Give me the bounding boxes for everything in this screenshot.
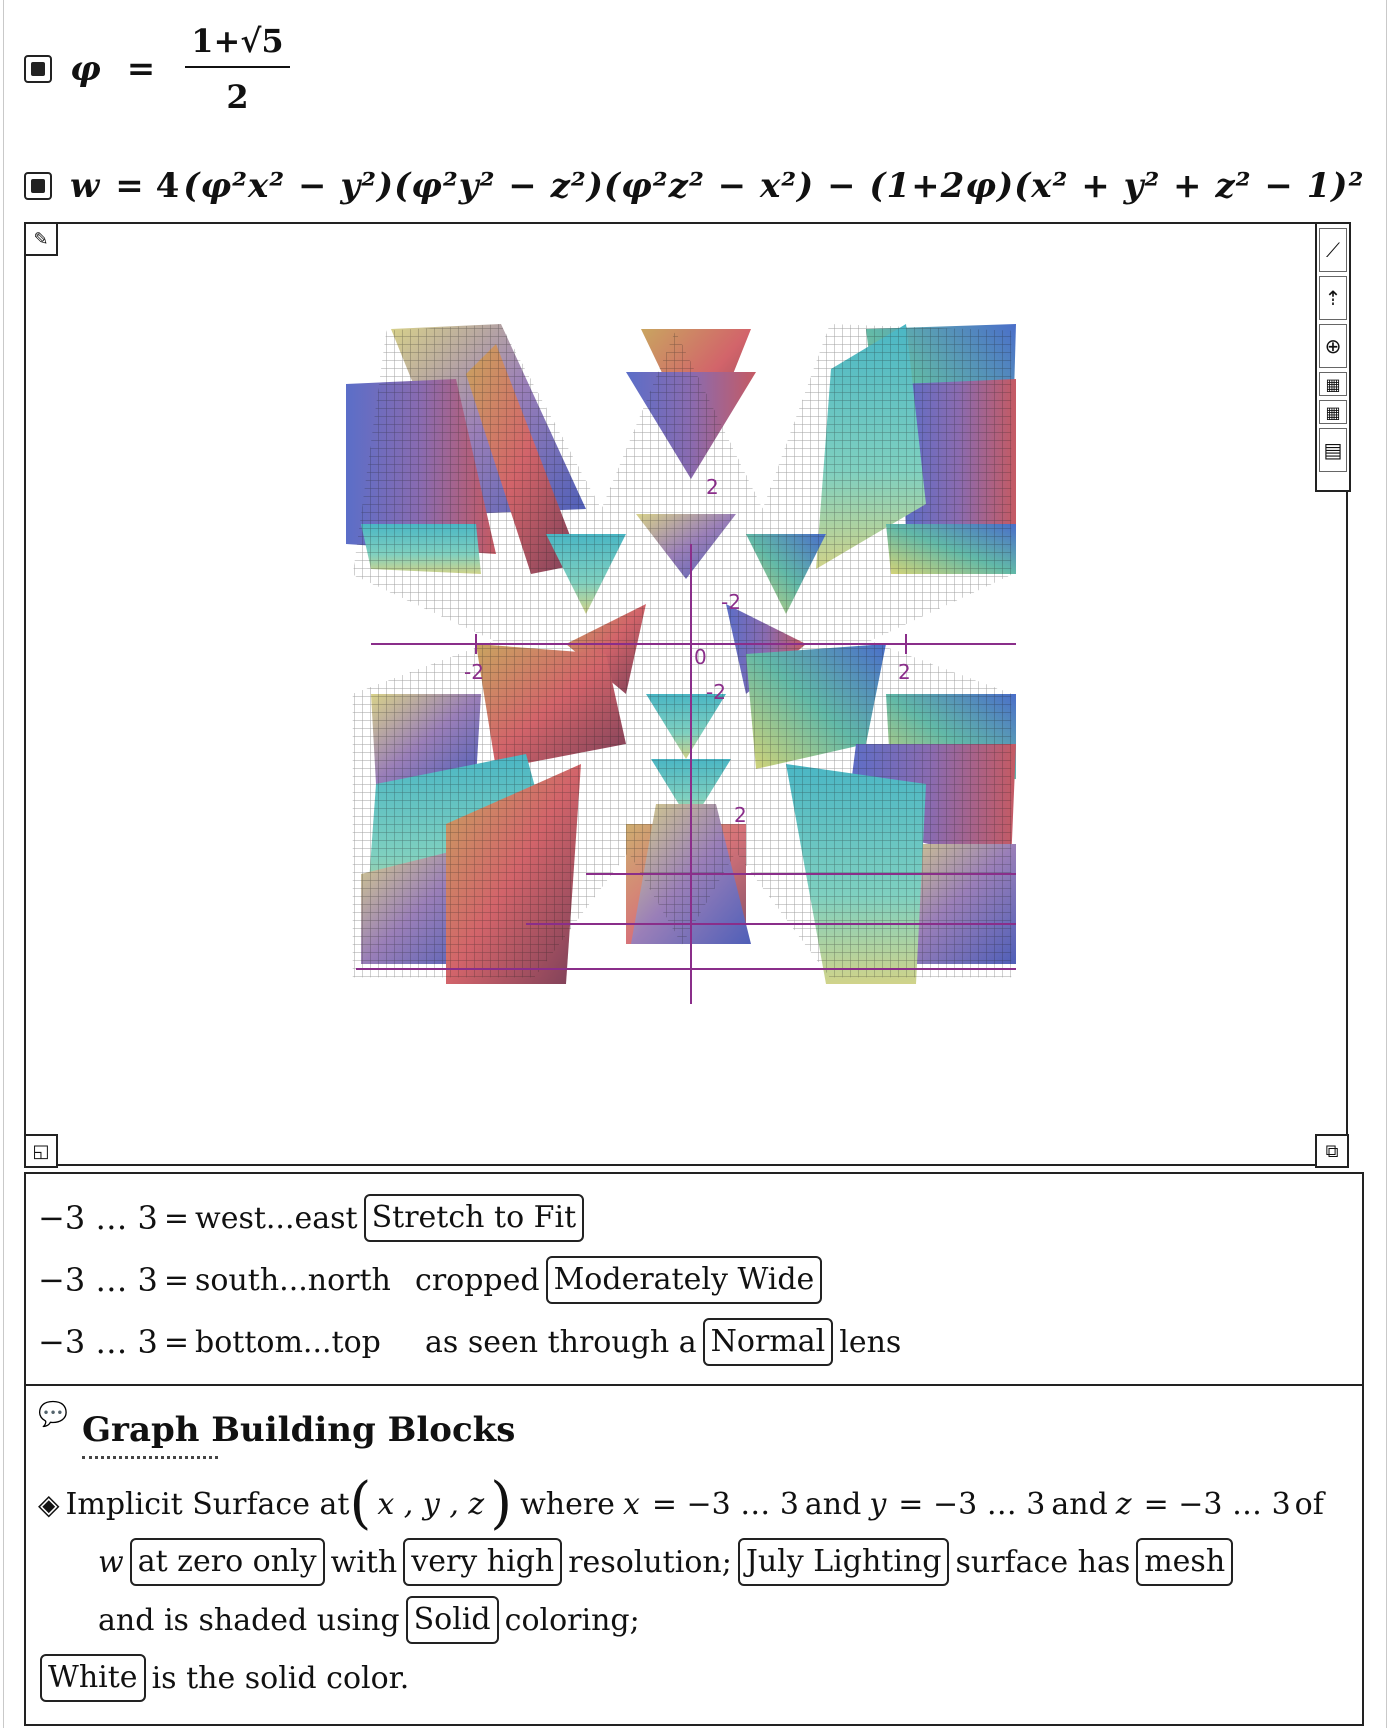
phi-denominator: 2 bbox=[226, 78, 249, 116]
x-var: x bbox=[622, 1486, 640, 1522]
axis-label-y-pos: 2 bbox=[706, 475, 719, 499]
phi-equation bbox=[24, 22, 290, 116]
graph-toolbar bbox=[1315, 222, 1351, 492]
range-bottom-top: −3 … 3 bbox=[38, 1323, 158, 1361]
x-range[interactable]: = −3 … 3 bbox=[651, 1486, 799, 1522]
label-lens: lens bbox=[839, 1324, 902, 1360]
w-eq-sign: = 4 bbox=[115, 166, 180, 206]
label-as-seen-through: as seen through a bbox=[425, 1324, 697, 1360]
graph-shrink-icon[interactable]: ◱ bbox=[24, 1134, 58, 1168]
orbit-icon[interactable]: ⊕ bbox=[1319, 324, 1347, 368]
graph-building-blocks-panel bbox=[24, 1386, 1364, 1726]
view-settings-panel bbox=[24, 1172, 1364, 1386]
blocks-line-1 bbox=[38, 1471, 1324, 1536]
blocks-title: Graph Building Blocks bbox=[82, 1410, 516, 1450]
w-bullet-toggle[interactable] bbox=[24, 172, 52, 200]
page-icon[interactable]: ▤ bbox=[1319, 428, 1347, 472]
surface-has-label: surface has bbox=[955, 1544, 1131, 1580]
graph-viewport[interactable] bbox=[24, 222, 1348, 1166]
diamond-icon[interactable]: ◈ bbox=[38, 1487, 60, 1521]
phi-eq-sign: = bbox=[126, 49, 156, 89]
and-label-1: and bbox=[804, 1486, 862, 1522]
vars-label: x , y , z bbox=[377, 1486, 485, 1522]
grid-icon-2[interactable]: ▦ bbox=[1319, 400, 1347, 424]
phi-bullet-toggle[interactable] bbox=[24, 55, 52, 83]
range-south-north: −3 … 3 bbox=[38, 1261, 158, 1299]
title-underline bbox=[82, 1456, 218, 1459]
label-cropped: cropped bbox=[415, 1262, 540, 1298]
blocks-line-2 bbox=[98, 1538, 1239, 1586]
mesh-button[interactable]: mesh bbox=[1136, 1538, 1233, 1586]
z-range[interactable]: = −3 … 3 bbox=[1143, 1486, 1291, 1522]
axis-label-z-neg: -2 bbox=[721, 590, 741, 614]
july-lighting-button[interactable]: July Lighting bbox=[738, 1538, 950, 1586]
shaded-using-label: and is shaded using bbox=[98, 1602, 400, 1638]
y-range[interactable]: = −3 … 3 bbox=[898, 1486, 1046, 1522]
wand-icon[interactable]: ⟋ bbox=[1319, 228, 1347, 272]
paren-open: ( bbox=[349, 1471, 372, 1536]
of-label: of bbox=[1294, 1486, 1324, 1522]
phi-fraction bbox=[185, 22, 289, 116]
label-bottom-top: bottom...top bbox=[195, 1324, 381, 1360]
solid-color-label: is the solid color. bbox=[151, 1660, 410, 1696]
solid-coloring-button[interactable]: Solid bbox=[406, 1596, 499, 1644]
implicit-surface-plot[interactable] bbox=[26, 224, 1346, 1164]
resolution-label: resolution; bbox=[568, 1544, 732, 1580]
settings-row-west-east bbox=[38, 1194, 590, 1242]
axis-label-x-neg: -2 bbox=[464, 660, 484, 684]
grid-icon[interactable]: ▦ bbox=[1319, 372, 1347, 396]
w-var: w bbox=[70, 166, 100, 206]
axis-label-z-pos: 2 bbox=[734, 803, 747, 827]
range-west-east: −3 … 3 bbox=[38, 1199, 158, 1237]
moderately-wide-button[interactable]: Moderately Wide bbox=[546, 1256, 823, 1304]
label-south-north: south...north bbox=[195, 1262, 391, 1298]
white-color-button[interactable]: White bbox=[40, 1654, 146, 1702]
settings-row-bottom-top bbox=[38, 1318, 901, 1366]
normal-lens-button[interactable]: Normal bbox=[703, 1318, 834, 1366]
blocks-line-3 bbox=[98, 1596, 640, 1644]
w-formula: (φ²x² − y²)(φ²y² − z²)(φ²z² − x²) − (1+2φ)(x² + y² + z² − 1)² bbox=[183, 166, 1365, 206]
with-label: with bbox=[330, 1544, 398, 1580]
very-high-button[interactable]: very high bbox=[403, 1538, 562, 1586]
axis-label-y-neg: -2 bbox=[706, 680, 726, 704]
axis-label-x-pos: 2 bbox=[898, 660, 911, 684]
at-zero-only-button[interactable]: at zero only bbox=[130, 1538, 325, 1586]
settings-eq-0: = bbox=[163, 1200, 190, 1236]
implicit-surface-label: Implicit Surface at bbox=[65, 1486, 350, 1522]
axis-label-origin: 0 bbox=[694, 645, 707, 669]
and-label-2: and bbox=[1051, 1486, 1108, 1522]
w-var-ref: w bbox=[98, 1544, 124, 1580]
z-var: z bbox=[1115, 1486, 1132, 1522]
surface-mesh-overlay bbox=[346, 324, 1018, 984]
rocket-icon[interactable]: ⇡ bbox=[1319, 276, 1347, 320]
settings-row-south-north bbox=[38, 1256, 828, 1304]
phi-var: φ bbox=[70, 49, 101, 89]
blocks-line-4 bbox=[34, 1654, 409, 1702]
graph-resize-icon[interactable]: ⧉ bbox=[1315, 1134, 1349, 1168]
coloring-label: coloring; bbox=[504, 1602, 640, 1638]
settings-eq-2: = bbox=[163, 1324, 190, 1360]
paren-close: ) bbox=[490, 1471, 513, 1536]
y-var: y bbox=[869, 1486, 887, 1522]
w-equation bbox=[24, 166, 1364, 206]
stretch-to-fit-button[interactable]: Stretch to Fit bbox=[364, 1194, 585, 1242]
comment-icon[interactable]: 💬 bbox=[38, 1400, 68, 1428]
where-label: where bbox=[520, 1486, 615, 1522]
label-west-east: west...east bbox=[195, 1200, 358, 1236]
settings-eq-1: = bbox=[163, 1262, 190, 1298]
graph-edit-icon[interactable]: ✎ bbox=[24, 222, 58, 256]
phi-numerator: 1+√5 bbox=[185, 22, 289, 68]
